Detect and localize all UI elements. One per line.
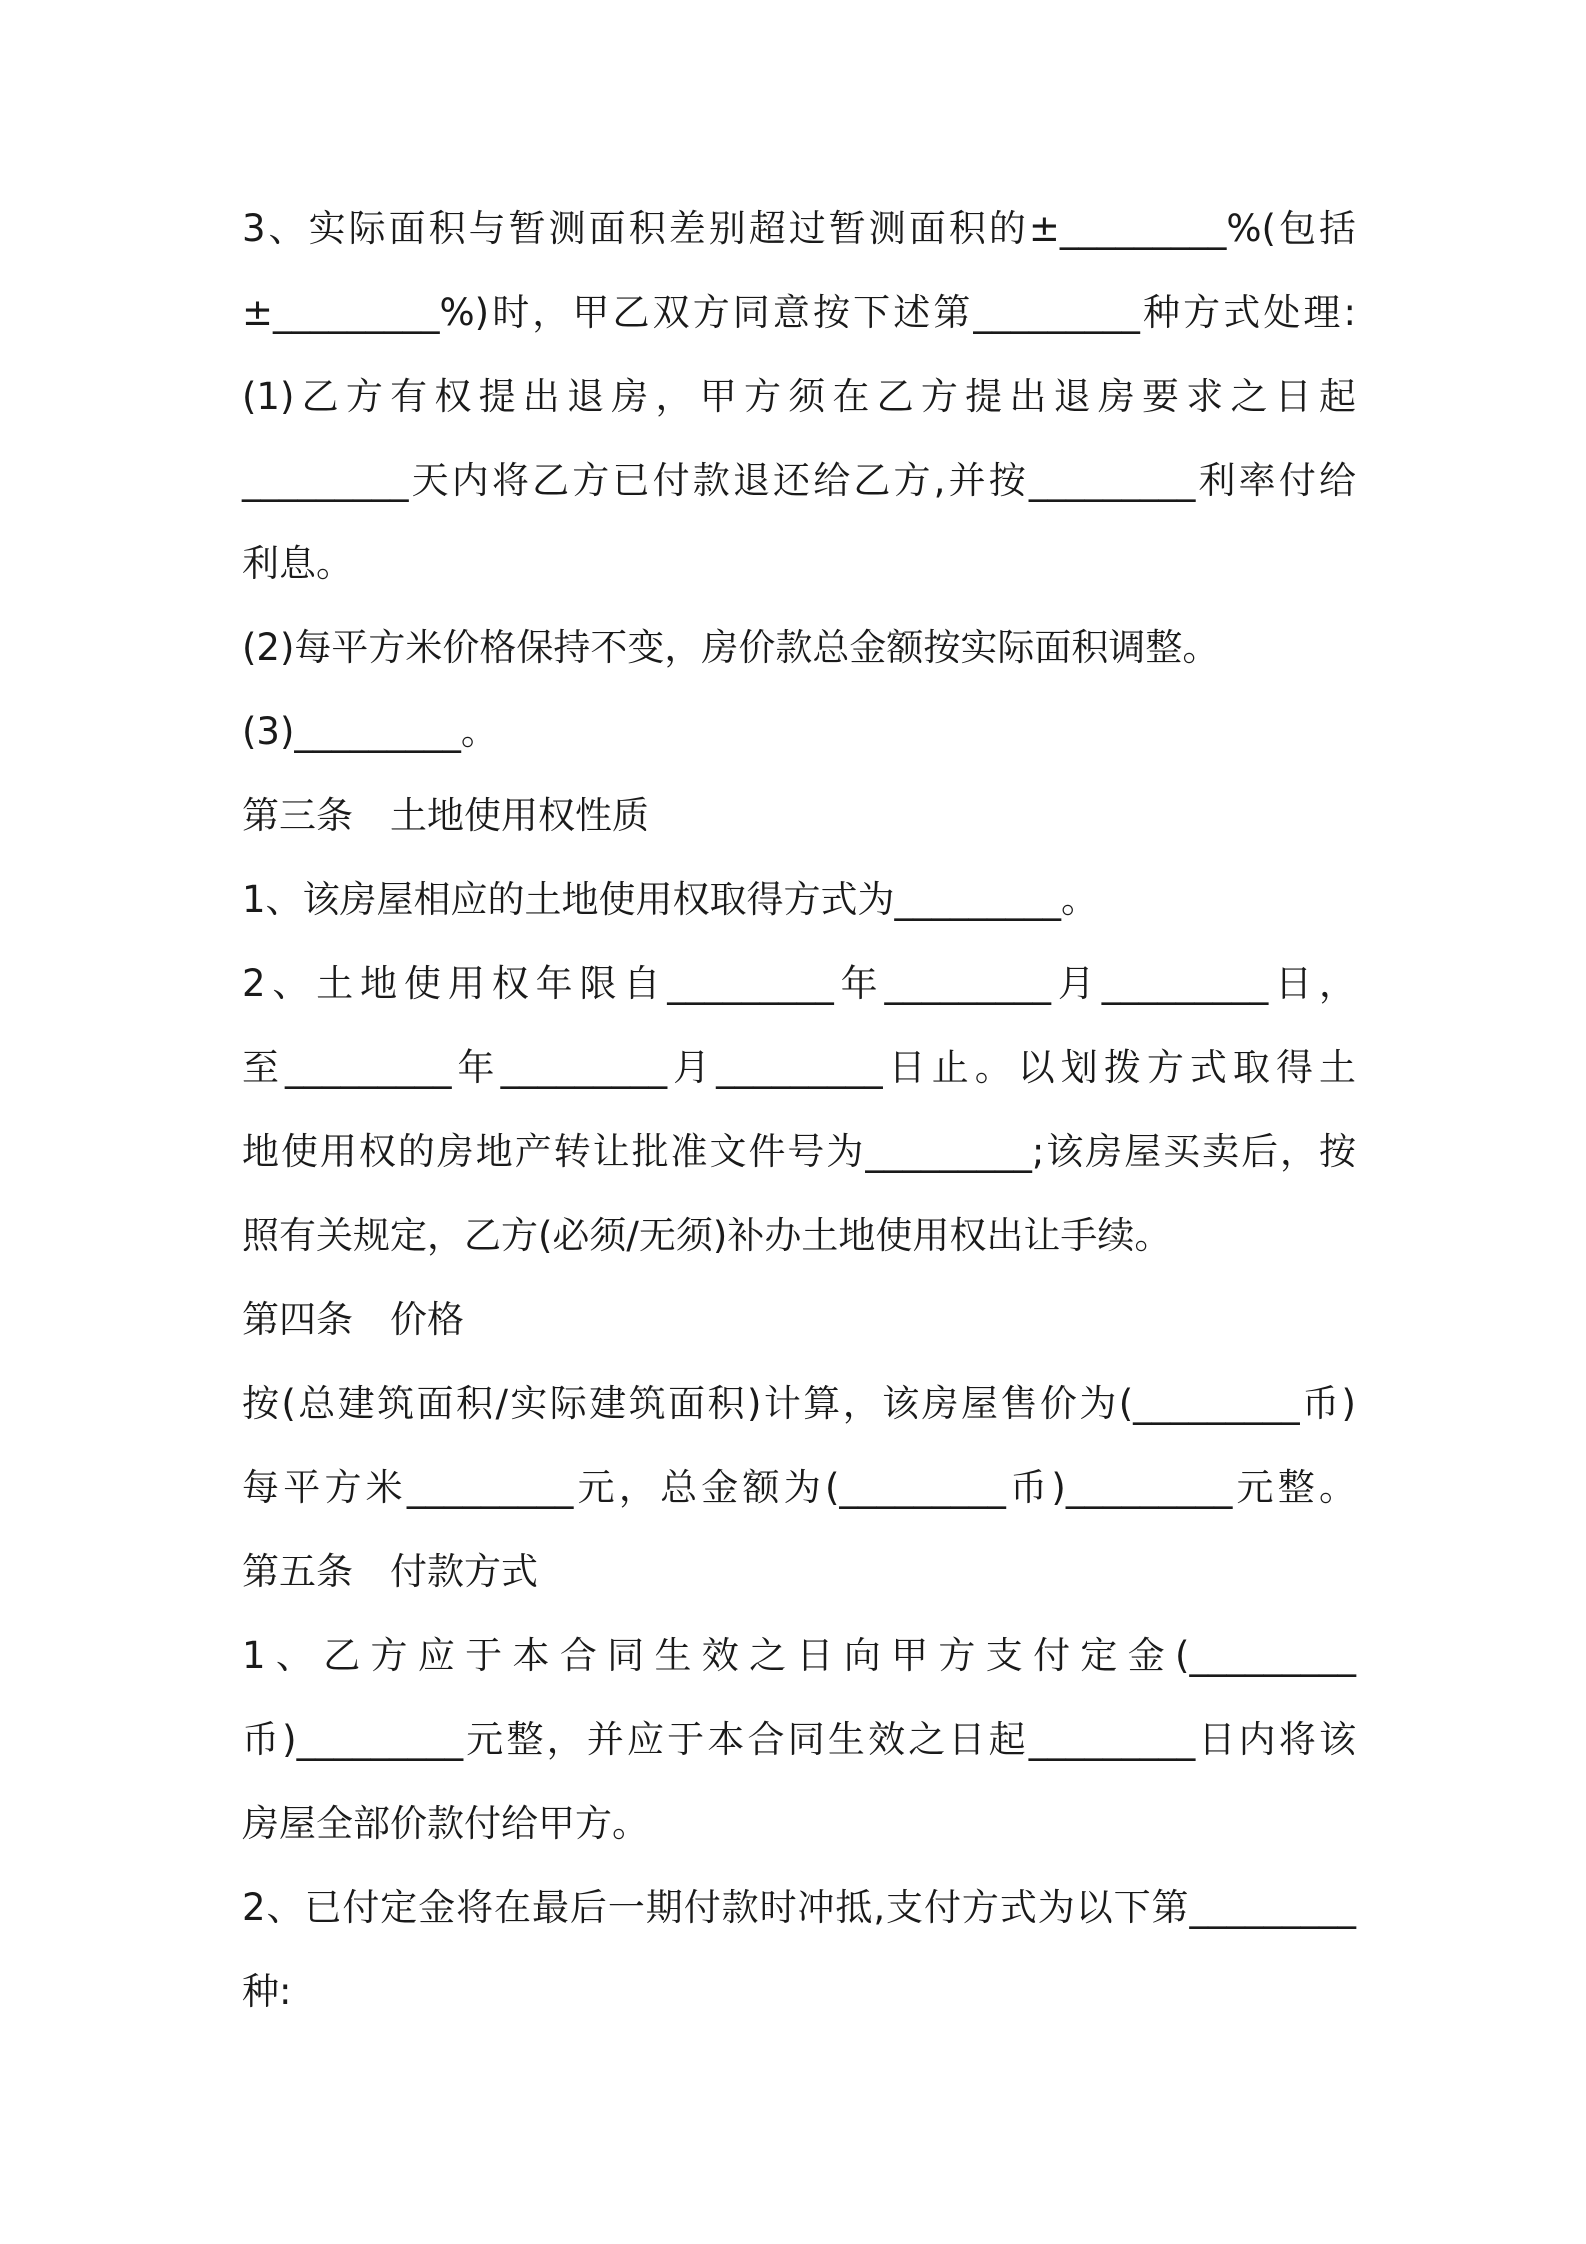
text-line: 房屋全部价款付给甲方。 bbox=[242, 1802, 649, 1845]
text-line: 至_________年_________月_________日止。以划拨方式取得土 bbox=[242, 1046, 1356, 1089]
section-heading: 第五条 付款方式 bbox=[242, 1550, 538, 1593]
text-line: 2、土地使用权年限自_________年_________月_________日， bbox=[242, 962, 1356, 1005]
text-line: 1、乙方应于本合同生效之日向甲方支付定金(_________ bbox=[242, 1634, 1356, 1677]
text-line: 地使用权的房地产转让批准文件号为_________;该房屋买卖后，按 bbox=[242, 1130, 1356, 1173]
text-line: (1)乙方有权提出退房，甲方须在乙方提出退房要求之日起 bbox=[242, 375, 1356, 418]
text-line: 利息。 bbox=[242, 542, 353, 585]
text-line: 3、实际面积与暂测面积差别超过暂测面积的±_________%(包括 bbox=[242, 207, 1356, 250]
text-line: 每平方米_________元，总金额为(_________币)_________元整。 bbox=[242, 1466, 1356, 1509]
section-heading: 第三条 土地使用权性质 bbox=[242, 794, 649, 837]
text-line: 2、已付定金将在最后一期付款时冲抵,支付方式为以下第_________ bbox=[242, 1886, 1356, 1929]
text-line: (2)每平方米价格保持不变，房价款总金额按实际面积调整。 bbox=[242, 626, 1220, 669]
text-line: 币)_________元整，并应于本合同生效之日起_________日内将该 bbox=[242, 1718, 1356, 1761]
section-heading: 第四条 价格 bbox=[242, 1298, 464, 1341]
text-line: 1、该房屋相应的土地使用权取得方式为_________。 bbox=[242, 878, 1099, 921]
text-line: ±_________%)时，甲乙双方同意按下述第_________种方式处理: bbox=[242, 291, 1356, 334]
text-line: 种: bbox=[242, 1970, 292, 2013]
text-line: _________天内将乙方已付款退还给乙方,并按_________利率付给 bbox=[242, 459, 1356, 502]
text-line: 照有关规定，乙方(必须/无须)补办土地使用权出让手续。 bbox=[242, 1214, 1172, 1257]
text-line: 按(总建筑面积/实际建筑面积)计算，该房屋售价为(_________币) bbox=[242, 1382, 1356, 1425]
text-line: (3)_________。 bbox=[242, 710, 498, 753]
